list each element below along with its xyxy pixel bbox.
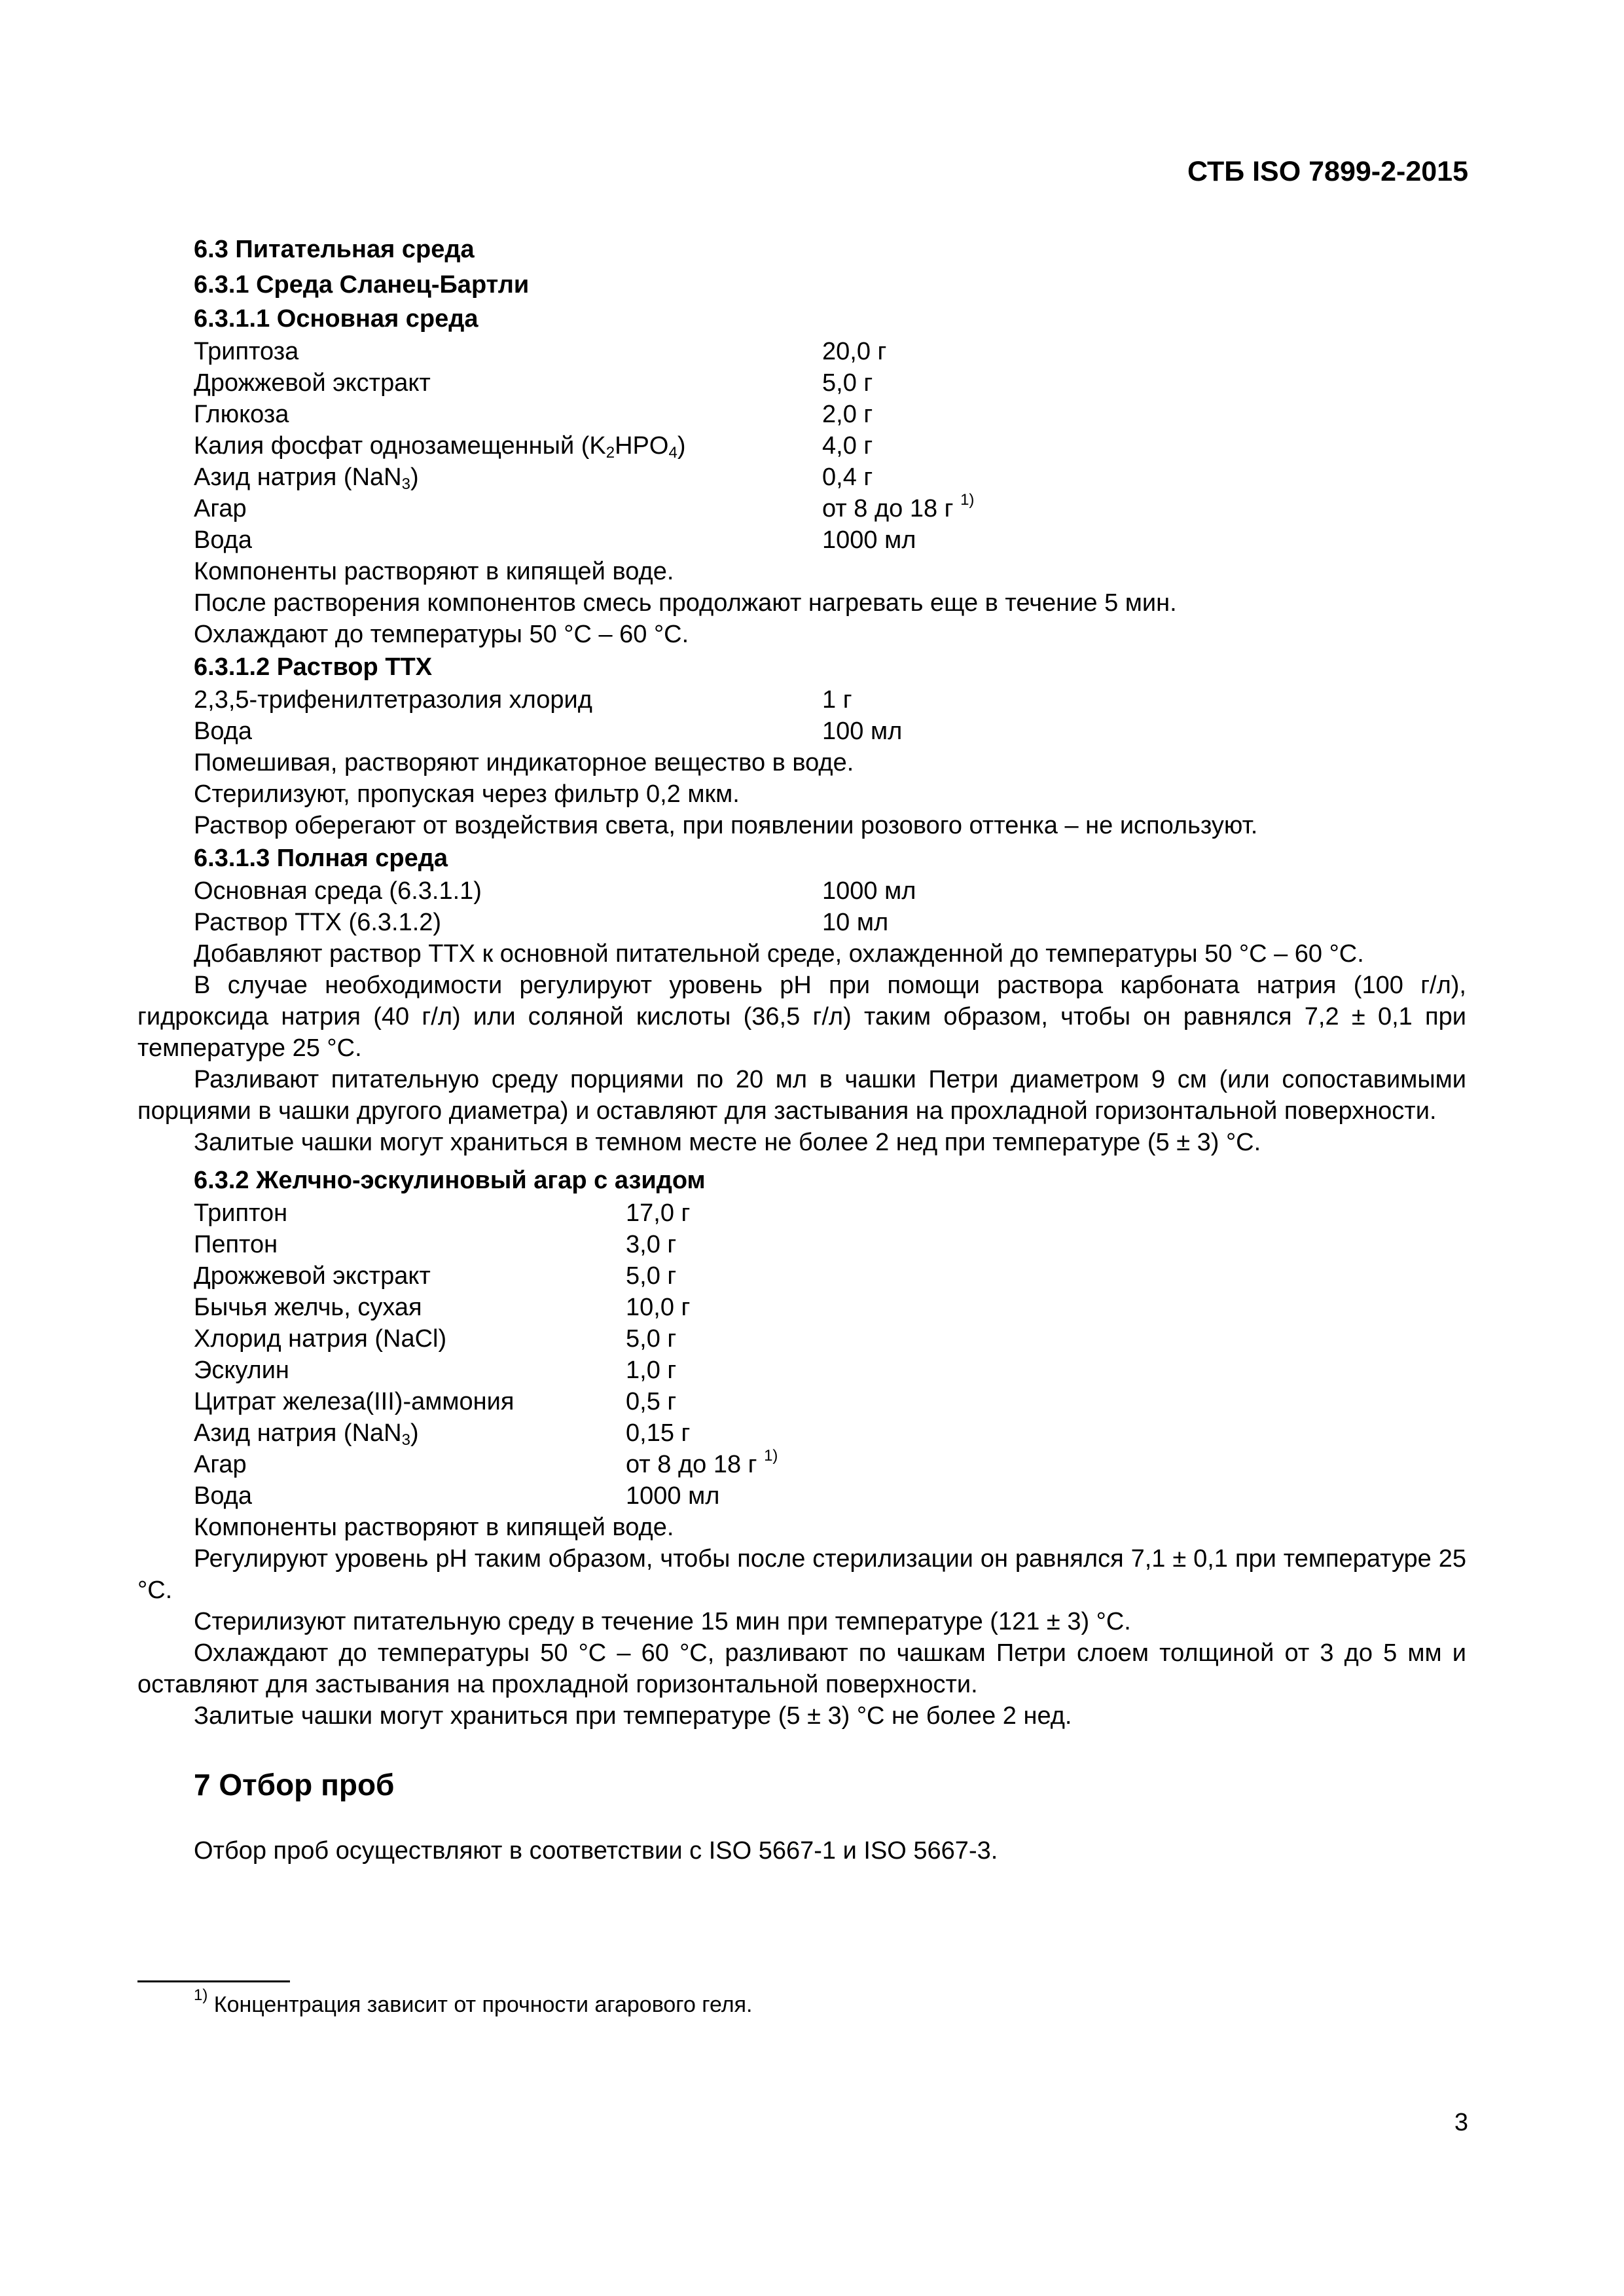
table-row — [194, 1449, 1466, 1480]
paragraph: Охлаждают до температуры 50 °С – 60 °С, разливают по чашкам Петри слоем толщиной от 3 до 5 мм и оставляют для застывания на прохладной горизонтальной поверхности. — [137, 1639, 1466, 1698]
ingredient-name: Основная среда (6.3.1.1) — [194, 877, 482, 905]
table-row — [194, 1355, 1466, 1386]
ingredient-amount: 3,0 г — [626, 1231, 677, 1258]
ingredient-name: Дрожжевой экстракт — [194, 1262, 431, 1290]
page-content — [137, 231, 1466, 1867]
footnote-mark: 1) — [194, 1986, 208, 2004]
ingredient-amount: 5,0 г — [822, 369, 873, 397]
table-row — [194, 1292, 1466, 1323]
ingredient-name: Эскулин — [194, 1357, 289, 1384]
ingredient-name: Глюкоза — [194, 401, 289, 428]
ingredient-amount: 5,0 г — [626, 1325, 677, 1353]
ingredient-amount: от 8 до 18 г $^{1)}$ — [626, 1447, 778, 1478]
table-row — [194, 493, 1466, 524]
ingredient-amount: 1,0 г — [626, 1357, 677, 1384]
table-row — [194, 716, 1466, 747]
ingredient-amount: 0,4 г — [822, 464, 873, 491]
table-row — [194, 367, 1466, 399]
ingredient-amount: 10,0 г — [626, 1294, 691, 1321]
ingredient-name: Вода — [194, 1482, 252, 1510]
table-row — [194, 524, 1466, 556]
ttx-table — [137, 684, 1466, 747]
footnote-mark: 1) — [960, 491, 975, 509]
ingredient-amount: 1000 мл — [626, 1482, 720, 1510]
text-line: После растворения компонентов смесь продолжают нагревать еще в течение 5 мин. — [194, 589, 1177, 617]
footnote-mark: 1) — [764, 1447, 778, 1465]
section-7-title: 7 Отбор проб — [194, 1768, 395, 1802]
table-row — [194, 1229, 1466, 1260]
ingredient-amount: 4,0 г — [822, 432, 873, 460]
section-6-3-title: 6.3 Питательная среда — [194, 236, 475, 263]
text-line: Добавляют раствор ТТХ к основной питательной среде, охлажденной до температуры 50 °С – 60 °С. — [194, 940, 1364, 968]
ingredient-amount: 1000 мл — [822, 877, 916, 905]
ingredient-name: Азид натрия (NaN$_3$) — [194, 464, 419, 493]
section-7-text: Отбор проб осуществляют в соответствии с ISO 5667-1 и ISO 5667-3. — [194, 1837, 998, 1865]
ingredient-name: Вода — [194, 526, 252, 554]
ingredient-name: Калия фосфат однозамещенный $(K_2HPO_4)$ — [194, 432, 686, 462]
ingredient-amount: от 8 до 18 г $^{1)}$ — [822, 491, 975, 522]
table-row — [194, 1260, 1466, 1292]
ingredient-name: Хлорид натрия (NaCl) — [194, 1325, 447, 1353]
text-line: Раствор оберегают от воздействия света, при появлении розового оттенка – не используют. — [194, 812, 1258, 839]
table-row — [194, 875, 1466, 907]
ingredient-name: Бычья желчь, сухая — [194, 1294, 422, 1321]
paragraph: В случае необходимости регулируют уровень рН при помощи раствора карбоната натрия (100 г/л), гидроксида натрия (40 г/л) или соляной кислоты (36,5 г/л) таким образом, чтобы он равнялся 7,2 ± 0,1 при температуре 25 °С. — [137, 972, 1466, 1062]
ingredient-amount: 10 мл — [822, 909, 889, 936]
ingredient-name: Цитрат железа(III)-аммония — [194, 1388, 514, 1415]
document-code: СТБ ISO 7899-2-2015 — [1187, 156, 1468, 187]
table-row — [194, 1480, 1466, 1512]
ingredient-name: Дрожжевой экстракт — [194, 369, 431, 397]
ingredient-amount: 1 г — [822, 686, 852, 714]
ingredient-name: Азид натрия (NaN$_3$) — [194, 1419, 419, 1449]
ingredient-amount: 0,5 г — [626, 1388, 677, 1415]
section-6-3-1-title: 6.3.1 Среда Сланец-Бартли — [194, 271, 530, 299]
table-row — [194, 1417, 1466, 1449]
table-row — [194, 907, 1466, 938]
text-line: Помешивая, растворяют индикаторное вещество в воде. — [194, 749, 854, 776]
ingredient-name: Агар — [194, 495, 247, 522]
ingredient-amount: 5,0 г — [626, 1262, 677, 1290]
base-medium-table — [137, 336, 1466, 556]
section-6-3-1-2-title: 6.3.1.2 Раствор ТТХ — [194, 653, 433, 681]
table-row — [194, 336, 1466, 367]
section-6-3-1-3-title: 6.3.1.3 Полная среда — [194, 845, 448, 872]
footnote — [194, 1986, 753, 2019]
paragraph: Разливают питательную среду порциями по 20 мл в чашки Петри диаметром 9 см (или сопоставимыми порциями в чашки другого диаметра) и оставляют для застывания на прохладной горизонтальной поверхности. — [137, 1066, 1466, 1125]
paragraph: Стерилизуют питательную среду в течение 15 мин при температуре (121 ± 3) °С. — [194, 1608, 1131, 1635]
bile-esculin-table — [137, 1197, 1466, 1512]
ingredient-amount: 17,0 г — [626, 1199, 691, 1227]
table-row — [194, 1197, 1466, 1229]
ingredient-name: Агар — [194, 1451, 247, 1478]
footnote-text: Концентрация зависит от прочности агарового геля. — [208, 1992, 753, 2017]
paragraph: Залитые чашки могут храниться в темном месте не более 2 нед при температуре (5 ± 3) °С. — [194, 1129, 1261, 1156]
table-row — [194, 399, 1466, 430]
ingredient-name: Триптоза — [194, 338, 299, 365]
ingredient-name: Раствор ТТХ (6.3.1.2) — [194, 909, 442, 936]
ingredient-name: Вода — [194, 718, 252, 745]
table-row — [194, 430, 1466, 462]
text-line: Стерилизуют, пропуская через фильтр 0,2 мкм. — [194, 780, 740, 808]
section-6-3-2-title: 6.3.2 Желчно-эскулиновый агар с азидом — [194, 1167, 706, 1194]
text-line: Компоненты растворяют в кипящей воде. — [194, 558, 674, 585]
section-6-3-1-1-title: 6.3.1.1 Основная среда — [194, 305, 478, 333]
table-row — [194, 462, 1466, 493]
ingredient-amount: 2,0 г — [822, 401, 873, 428]
table-row — [194, 1386, 1466, 1417]
table-row — [194, 1323, 1466, 1355]
complete-medium-table — [137, 875, 1466, 938]
ingredient-amount: 0,15 г — [626, 1419, 691, 1447]
footnote-divider — [137, 1980, 290, 1982]
ingredient-amount: 1000 мл — [822, 526, 916, 554]
text-line: Охлаждают до температуры 50 °С – 60 °С. — [194, 621, 689, 648]
ingredient-name: 2,3,5-трифенилтетразолия хлорид — [194, 686, 592, 714]
ingredient-name: Триптон — [194, 1199, 288, 1227]
table-row — [194, 684, 1466, 716]
paragraph: Залитые чашки могут храниться при температуре (5 ± 3) °С не более 2 нед. — [194, 1702, 1072, 1730]
ingredient-name: Пептон — [194, 1231, 278, 1258]
page-number: 3 — [1454, 2109, 1468, 2136]
text-line: Компоненты растворяют в кипящей воде. — [194, 1514, 674, 1541]
ingredient-amount: 20,0 г — [822, 338, 887, 365]
paragraph: Регулируют уровень рН таким образом, чтобы после стерилизации он равнялся 7,1 ± 0,1 при температуре 25 °С. — [137, 1545, 1466, 1604]
ingredient-amount: 100 мл — [822, 718, 903, 745]
